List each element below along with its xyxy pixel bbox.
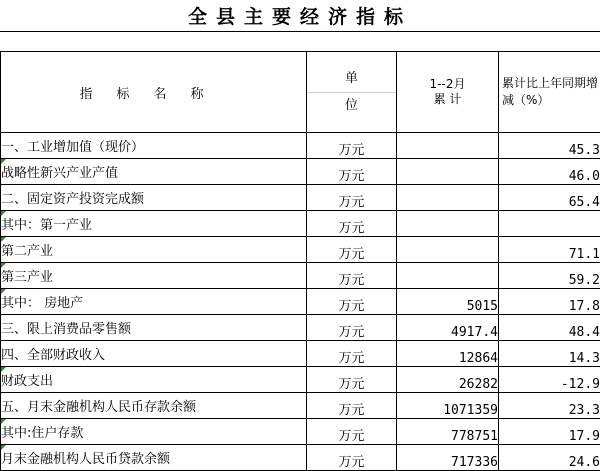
row-unit: 万元 <box>307 263 397 289</box>
row-value: 5015 <box>397 289 499 315</box>
table-row <box>1 315 600 341</box>
row-unit: 万元 <box>307 133 397 159</box>
blank-row <box>0 32 600 51</box>
table-row <box>1 419 600 445</box>
row-pct: 59.2 <box>499 263 600 289</box>
table-row <box>1 237 600 263</box>
header-cumulative-line1: 1--2月 <box>397 77 498 92</box>
header-name-label: 指标名称 <box>79 87 227 102</box>
row-unit: 万元 <box>307 341 397 367</box>
row-pct: -12.9 <box>499 367 600 393</box>
row-pct: 14.3 <box>499 341 600 367</box>
row-value: 717336 <box>397 445 499 471</box>
row-value <box>397 237 499 263</box>
header-cumulative-line2: 累 计 <box>397 92 498 107</box>
page-title: 全县主要经济指标 <box>0 0 600 31</box>
row-name: 财政支出 <box>1 374 53 389</box>
cell-marker-icon <box>1 237 6 242</box>
header-name <box>1 52 307 133</box>
indicator-table <box>0 51 600 471</box>
header-unit <box>307 52 397 133</box>
cell-marker-icon <box>1 289 6 294</box>
row-name-cell <box>1 263 307 289</box>
row-value: 4917.4 <box>397 315 499 341</box>
row-value <box>397 159 499 185</box>
cell-marker-icon <box>1 367 6 372</box>
row-value: 778751 <box>397 419 499 445</box>
header-row <box>1 52 600 133</box>
row-name: 其中:住户存款 <box>1 426 83 441</box>
row-pct: 65.4 <box>499 185 600 211</box>
row-name-cell <box>1 185 307 211</box>
header-yoy-label: 累计比上年同期增减（%） <box>499 75 600 109</box>
row-pct: 71.1 <box>499 237 600 263</box>
table-row <box>1 393 600 419</box>
row-value <box>397 263 499 289</box>
row-pct: 23.3 <box>499 393 600 419</box>
table-row <box>1 367 600 393</box>
row-value <box>397 133 499 159</box>
row-unit: 万元 <box>307 159 397 185</box>
row-name: 三、限上消费品零售额 <box>1 322 131 337</box>
header-yoy <box>499 52 600 133</box>
table-row <box>1 289 600 315</box>
row-name: 其中：第一产业 <box>1 218 92 233</box>
row-name: 战略性新兴产业产值 <box>1 166 118 181</box>
cell-marker-icon <box>1 445 6 450</box>
table-row <box>1 341 600 367</box>
row-pct <box>499 211 600 237</box>
row-value: 1071359 <box>397 393 499 419</box>
row-name-cell <box>1 159 307 185</box>
row-pct: 17.8 <box>499 289 600 315</box>
row-name: 一、工业增加值（现价） <box>1 140 144 155</box>
table-row <box>1 185 600 211</box>
row-value <box>397 185 499 211</box>
row-unit: 万元 <box>307 367 397 393</box>
row-value: 12864 <box>397 341 499 367</box>
row-name-cell <box>1 133 307 159</box>
table-row <box>1 211 600 237</box>
row-value <box>397 211 499 237</box>
row-pct: 46.0 <box>499 159 600 185</box>
row-pct: 45.3 <box>499 133 600 159</box>
row-name: 其中： 房地产 <box>1 296 83 311</box>
row-unit: 万元 <box>307 211 397 237</box>
row-unit: 万元 <box>307 185 397 211</box>
header-cumulative <box>397 52 499 133</box>
row-unit: 万元 <box>307 393 397 419</box>
row-unit: 万元 <box>307 315 397 341</box>
row-name-cell <box>1 341 307 367</box>
row-name: 五、月末金融机构人民币存款余额 <box>1 400 196 415</box>
row-unit: 万元 <box>307 445 397 471</box>
row-name: 第二产业 <box>1 244 53 259</box>
row-unit: 万元 <box>307 289 397 315</box>
row-name-cell <box>1 419 307 445</box>
table-row <box>1 159 600 185</box>
row-name: 四、全部财政收入 <box>1 348 105 363</box>
header-unit-bottom: 位 <box>307 93 396 119</box>
row-name: 月末金融机构人民币贷款余额 <box>1 452 170 467</box>
header-unit-top: 单 <box>307 66 396 93</box>
cell-marker-icon <box>1 211 6 216</box>
cell-marker-icon <box>1 159 6 164</box>
row-name: 二、固定资产投资完成额 <box>1 192 144 207</box>
row-name-cell <box>1 211 307 237</box>
row-unit: 万元 <box>307 419 397 445</box>
row-name-cell <box>1 237 307 263</box>
row-name-cell <box>1 367 307 393</box>
row-pct: 48.4 <box>499 315 600 341</box>
row-unit: 万元 <box>307 237 397 263</box>
row-pct: 17.9 <box>499 419 600 445</box>
cell-marker-icon <box>1 419 6 424</box>
table-row <box>1 133 600 159</box>
row-name-cell <box>1 315 307 341</box>
row-name: 第三产业 <box>1 270 53 285</box>
row-pct: 24.6 <box>499 445 600 471</box>
row-name-cell <box>1 393 307 419</box>
table-row <box>1 263 600 289</box>
row-name-cell <box>1 289 307 315</box>
row-value: 26282 <box>397 367 499 393</box>
cell-marker-icon <box>1 263 6 268</box>
